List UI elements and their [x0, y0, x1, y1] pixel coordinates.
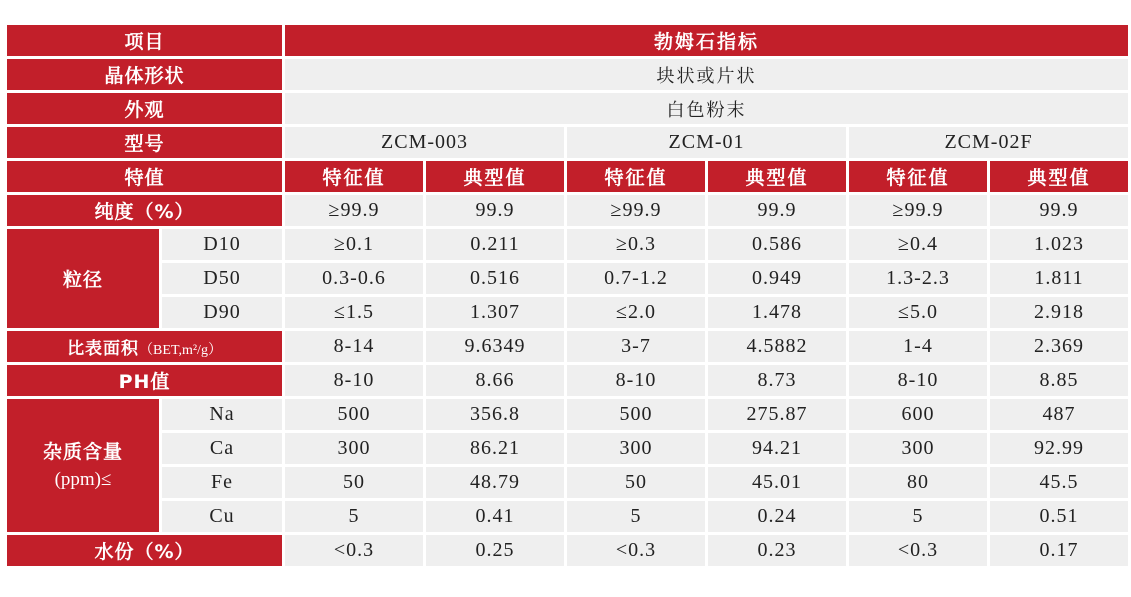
table-cell: 1.478	[708, 297, 846, 328]
table-cell: ≥0.3	[567, 229, 705, 260]
table-cell: 1.023	[990, 229, 1128, 260]
table-cell: ≥99.9	[567, 195, 705, 226]
table-cell: 0.3-0.6	[285, 263, 423, 294]
table-cell: 0.51	[990, 501, 1128, 532]
characteristic-header: 特征值	[285, 161, 423, 192]
table-cell: 45.01	[708, 467, 846, 498]
table-cell: 600	[849, 399, 987, 430]
table-cell: 5	[849, 501, 987, 532]
table-cell: 500	[285, 399, 423, 430]
table-cell: <0.3	[567, 535, 705, 566]
table-cell: 48.79	[426, 467, 564, 498]
table-cell: ≤1.5	[285, 297, 423, 328]
cu-label: Cu	[162, 501, 282, 532]
model-row	[7, 127, 1128, 158]
table-cell: 0.516	[426, 263, 564, 294]
value-type-row	[7, 161, 1128, 192]
table-cell: 2.369	[990, 331, 1128, 362]
table-cell: 8-10	[849, 365, 987, 396]
table-cell: 0.23	[708, 535, 846, 566]
appearance-value: 白色粉末	[285, 93, 1128, 124]
table-cell: 8.66	[426, 365, 564, 396]
surface-area-row	[7, 331, 1128, 362]
table-cell: 0.949	[708, 263, 846, 294]
d10-label: D10	[162, 229, 282, 260]
table-cell: ≥99.9	[849, 195, 987, 226]
table-cell: 0.586	[708, 229, 846, 260]
table-cell: 275.87	[708, 399, 846, 430]
fe-row	[7, 467, 1128, 498]
table-cell: 80	[849, 467, 987, 498]
model-name: ZCM-01	[567, 127, 846, 158]
table-cell: ≥99.9	[285, 195, 423, 226]
table-cell: 9.6349	[426, 331, 564, 362]
d10-row	[7, 229, 1128, 260]
table-title: 勃姆石指标	[285, 25, 1128, 56]
table-cell: 1-4	[849, 331, 987, 362]
table-cell: 8-10	[567, 365, 705, 396]
table-cell: 50	[567, 467, 705, 498]
table-cell: 94.21	[708, 433, 846, 464]
typical-header: 典型值	[708, 161, 846, 192]
table-cell: 487	[990, 399, 1128, 430]
table-cell: 300	[849, 433, 987, 464]
d90-label: D90	[162, 297, 282, 328]
ca-row	[7, 433, 1128, 464]
header-row	[7, 25, 1128, 56]
fe-label: Fe	[162, 467, 282, 498]
table-cell: ≥0.4	[849, 229, 987, 260]
impurity-label-line2: (ppm)≤	[54, 468, 112, 490]
crystal-label: 晶体形状	[7, 59, 282, 90]
model-label: 型号	[7, 127, 282, 158]
d50-row	[7, 263, 1128, 294]
table-cell: 99.9	[990, 195, 1128, 226]
table-cell: 92.99	[990, 433, 1128, 464]
table-cell: 0.7-1.2	[567, 263, 705, 294]
moisture-label: 水份（%）	[7, 535, 282, 566]
table-cell: 5	[285, 501, 423, 532]
ca-label: Ca	[162, 433, 282, 464]
table-cell: ≤2.0	[567, 297, 705, 328]
purity-row	[7, 195, 1128, 226]
table-cell: 1.307	[426, 297, 564, 328]
crystal-row	[7, 59, 1128, 90]
table-cell: 1.811	[990, 263, 1128, 294]
table-cell: 500	[567, 399, 705, 430]
table-cell: 99.9	[426, 195, 564, 226]
purity-label: 纯度（%）	[7, 195, 282, 226]
table-cell: 356.8	[426, 399, 564, 430]
table-cell: 8.85	[990, 365, 1128, 396]
characteristic-header: 特征值	[567, 161, 705, 192]
table-cell: 0.17	[990, 535, 1128, 566]
table-cell: 45.5	[990, 467, 1128, 498]
table-cell: ≤5.0	[849, 297, 987, 328]
appearance-row	[7, 93, 1128, 124]
d90-row	[7, 297, 1128, 328]
crystal-value: 块状或片状	[285, 59, 1128, 90]
table-cell: 0.41	[426, 501, 564, 532]
particle-size-label: 粒径	[7, 229, 159, 328]
impurity-label	[7, 399, 159, 532]
item-header: 项目	[7, 25, 282, 56]
boehmite-spec-table	[4, 22, 1131, 569]
moisture-row	[7, 535, 1128, 566]
appearance-label: 外观	[7, 93, 282, 124]
na-row	[7, 399, 1128, 430]
table-cell: 5	[567, 501, 705, 532]
cu-row	[7, 501, 1128, 532]
table-cell: 2.918	[990, 297, 1128, 328]
table-cell: 8-14	[285, 331, 423, 362]
surface-area-label	[7, 331, 282, 362]
surface-area-unit: （BET,m²/g）	[139, 343, 222, 358]
impurity-label-line1: 杂质含量	[42, 440, 123, 463]
surface-area-label-text: 比表面积	[67, 339, 140, 359]
ph-label: PH值	[7, 365, 282, 396]
table-cell: 3-7	[567, 331, 705, 362]
table-cell: 99.9	[708, 195, 846, 226]
ph-row	[7, 365, 1128, 396]
table-cell: 86.21	[426, 433, 564, 464]
characteristic-header: 特征值	[849, 161, 987, 192]
table-cell: 50	[285, 467, 423, 498]
typical-header: 典型值	[990, 161, 1128, 192]
d50-label: D50	[162, 263, 282, 294]
table-cell: 8.73	[708, 365, 846, 396]
typical-header: 典型值	[426, 161, 564, 192]
table-cell: 0.211	[426, 229, 564, 260]
table-cell: 4.5882	[708, 331, 846, 362]
table-cell: 8-10	[285, 365, 423, 396]
table-cell: <0.3	[285, 535, 423, 566]
na-label: Na	[162, 399, 282, 430]
table-cell: 300	[567, 433, 705, 464]
table-cell: 0.24	[708, 501, 846, 532]
table-cell: 300	[285, 433, 423, 464]
table-cell: <0.3	[849, 535, 987, 566]
table-cell: 1.3-2.3	[849, 263, 987, 294]
model-name: ZCM-003	[285, 127, 564, 158]
table-cell: ≥0.1	[285, 229, 423, 260]
table-cell: 0.25	[426, 535, 564, 566]
model-name: ZCM-02F	[849, 127, 1128, 158]
value-type-label: 特值	[7, 161, 282, 192]
spec-table-container	[4, 22, 1124, 569]
